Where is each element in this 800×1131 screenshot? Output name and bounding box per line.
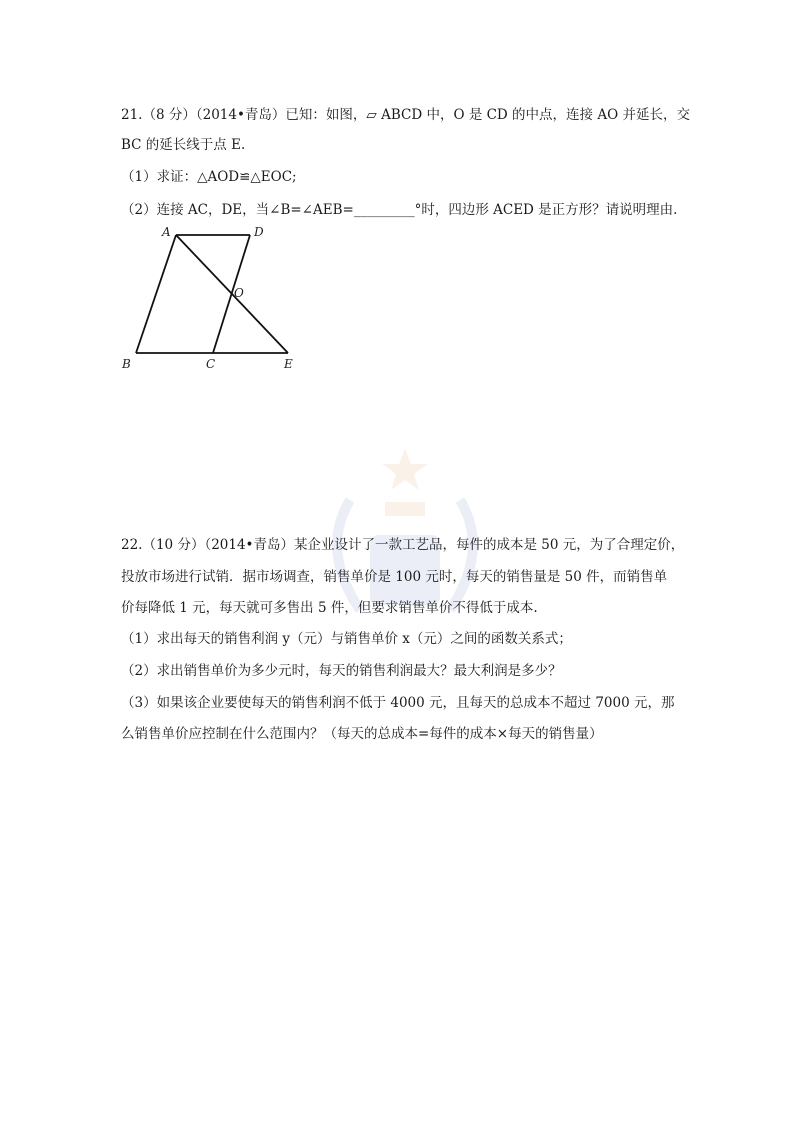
q21-stem-line2: BC 的延长线于点 E. xyxy=(121,137,246,153)
label-b: B xyxy=(122,357,131,371)
segment-ab xyxy=(136,235,176,353)
q22-stem-line1: 22.（10 分）（2014•青岛）某企业设计了一款工艺品，每件的成本是 50 元，为了合理定价， xyxy=(121,537,685,553)
q22-part3-line1: （3）如果该企业要使每天的销售利润不低于 4000 元，且每天的总成本不超过 7000 元，那 xyxy=(121,695,675,711)
segment-ae xyxy=(176,235,288,353)
q22-part1: （1）求出每天的销售利润 y（元）与销售单价 x（元）之间的函数关系式； xyxy=(121,631,572,647)
q21-stem-line1: 21.（8 分）（2014•青岛）已知：如图，▱ ABCD 中，O 是 CD 的中点，连接 AO 并延长，交 xyxy=(121,107,690,123)
watermark-laurel-left xyxy=(337,500,360,610)
q22-part2: （2）求出销售单价为多少元时，每天的销售利润最大？最大利润是多少？ xyxy=(121,663,562,679)
q21-geometry-figure xyxy=(118,220,318,380)
label-d: D xyxy=(254,225,264,239)
label-o: O xyxy=(234,286,244,300)
watermark-laurel-right xyxy=(450,500,473,610)
q22-stem-line2: 投放市场进行试销．据市场调查，销售单价是 100 元时，每天的销售量是 50 件，而销售单 xyxy=(121,569,668,585)
label-e: E xyxy=(284,357,293,371)
q22-stem-line3: 价每降低 1 元，每天就可多售出 5 件，但要求销售单价不得低于成本. xyxy=(121,600,538,616)
q21-part2: （2）连接 AC，DE，当∠B=∠AEB=_________°时，四边形 ACED 是正方形？请说明理由. xyxy=(121,202,678,218)
label-a: A xyxy=(162,225,171,239)
q22-part3-line2: 么销售单价应控制在什么范围内？（每天的总成本=每件的成本×每天的销售量） xyxy=(121,726,603,742)
watermark-cap-icon xyxy=(385,502,425,516)
q21-part1: （1）求证：△AOD≌△EOC; xyxy=(121,169,297,185)
watermark-star-icon xyxy=(382,448,428,490)
label-c: C xyxy=(206,357,216,371)
